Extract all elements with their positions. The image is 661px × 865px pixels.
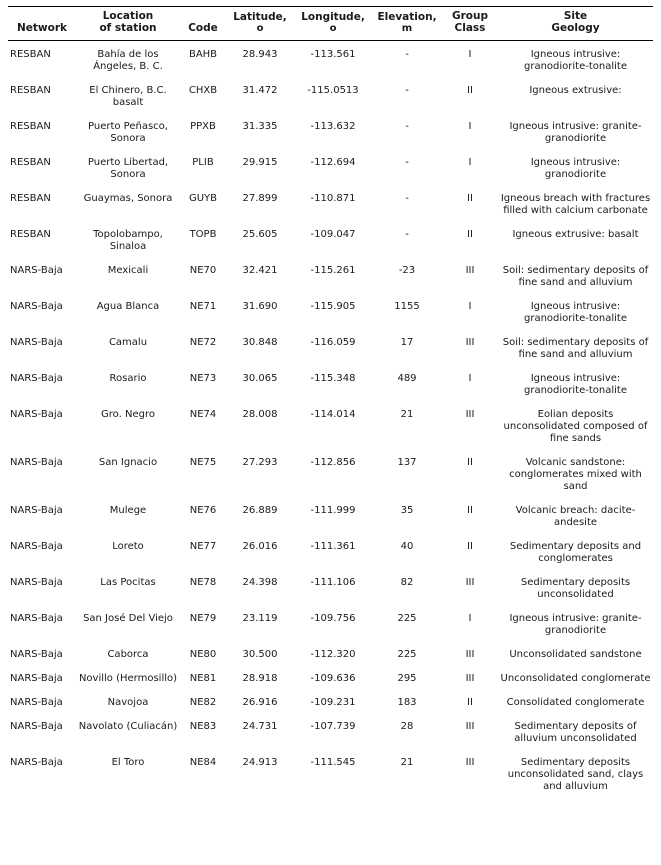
cell-longitude: -113.632 xyxy=(310,121,356,133)
cell-latitude: 25.605 xyxy=(242,229,278,241)
column-header-group xyxy=(442,7,498,41)
cell-latitude: 26.889 xyxy=(242,505,278,517)
cell-network: NARS-Baja xyxy=(10,373,63,385)
cell-geology: Volcanic breach: dacite-andesite xyxy=(515,505,636,529)
cell-network: NARS-Baja xyxy=(10,613,63,625)
cell-network: RESBAN xyxy=(10,85,51,97)
table-row xyxy=(8,187,653,223)
cell-latitude: 24.731 xyxy=(242,721,278,733)
table-header xyxy=(8,7,653,41)
cell-latitude: 30.848 xyxy=(242,337,278,349)
cell-longitude: -109.636 xyxy=(310,673,356,685)
cell-elevation: 21 xyxy=(400,409,414,421)
cell-elevation: 295 xyxy=(397,673,417,685)
cell-network: NARS-Baja xyxy=(10,721,63,733)
cell-geology: Igneous intrusive: granodiorite-tonalite xyxy=(524,49,627,73)
cell-longitude: -115.905 xyxy=(310,301,356,313)
cell-elevation: 35 xyxy=(400,505,414,517)
cell-elevation: 183 xyxy=(397,697,417,709)
table-row xyxy=(8,535,653,571)
table-row xyxy=(8,499,653,535)
cell-latitude: 32.421 xyxy=(242,265,278,277)
table-row xyxy=(8,79,653,115)
cell-location: Navolato (Culiacán) xyxy=(78,721,178,733)
column-header-elevation-line1: Elevation, xyxy=(377,11,437,24)
cell-code: NE77 xyxy=(189,541,217,553)
cell-code: NE82 xyxy=(189,697,217,709)
cell-latitude: 30.500 xyxy=(242,649,278,661)
column-header-location-line1: Location xyxy=(102,10,154,22)
cell-group: I xyxy=(468,49,472,61)
cell-elevation: - xyxy=(405,121,409,133)
cell-network: NARS-Baja xyxy=(10,337,63,349)
cell-code: NE75 xyxy=(189,457,217,469)
cell-location: Loreto xyxy=(112,541,144,553)
cell-latitude: 28.008 xyxy=(242,409,278,421)
cell-location: Mexicali xyxy=(107,265,149,277)
cell-geology: Igneous intrusive: granite-granodiorite xyxy=(509,121,642,145)
cell-latitude: 24.913 xyxy=(242,757,278,769)
cell-location: El Chinero, B.C. basalt xyxy=(89,85,167,109)
cell-code: NE71 xyxy=(189,301,217,313)
cell-network: NARS-Baja xyxy=(10,457,63,469)
cell-location: Agua Blanca xyxy=(96,301,160,313)
cell-group: III xyxy=(465,721,475,733)
cell-elevation: 489 xyxy=(397,373,417,385)
cell-code: TOPB xyxy=(189,229,217,241)
cell-longitude: -109.047 xyxy=(310,229,356,241)
cell-elevation: - xyxy=(405,193,409,205)
column-header-longitude-unit: o xyxy=(329,23,337,35)
cell-longitude: -111.999 xyxy=(310,505,356,517)
cell-elevation: 82 xyxy=(400,577,414,589)
cell-network: NARS-Baja xyxy=(10,757,63,769)
cell-latitude: 28.943 xyxy=(242,49,278,61)
cell-elevation: 225 xyxy=(397,649,417,661)
table-row xyxy=(8,151,653,187)
cell-geology: Igneous intrusive: granodiorite-tonalite xyxy=(524,301,627,325)
cell-elevation: 40 xyxy=(400,541,414,553)
cell-location: San Ignacio xyxy=(98,457,158,469)
cell-latitude: 31.472 xyxy=(242,85,278,97)
column-header-latitude-unit: o xyxy=(256,23,264,35)
cell-group: III xyxy=(465,337,475,349)
table-row xyxy=(8,259,653,295)
column-header-geology xyxy=(498,7,653,41)
cell-group: III xyxy=(465,673,475,685)
cell-code: NE74 xyxy=(189,409,217,421)
cell-longitude: -112.320 xyxy=(310,649,356,661)
cell-longitude: -112.856 xyxy=(310,457,356,469)
cell-latitude: 29.915 xyxy=(242,157,278,169)
cell-network: NARS-Baja xyxy=(10,409,63,421)
cell-group: II xyxy=(467,541,473,553)
cell-elevation: 17 xyxy=(400,337,414,349)
cell-longitude: -111.361 xyxy=(310,541,356,553)
cell-latitude: 31.690 xyxy=(242,301,278,313)
column-header-group-line2: Class xyxy=(454,22,486,35)
cell-elevation: 21 xyxy=(400,757,414,769)
cell-elevation: 28 xyxy=(400,721,414,733)
cell-code: NE73 xyxy=(189,373,217,385)
cell-geology: Soil: sedimentary deposits of fine sand and alluvium xyxy=(502,265,649,289)
cell-group: I xyxy=(468,157,472,169)
cell-latitude: 31.335 xyxy=(242,121,278,133)
column-header-group-line1: Group xyxy=(451,10,488,22)
cell-elevation: 1155 xyxy=(394,301,420,313)
cell-geology: Igneous extrusive: xyxy=(529,85,622,97)
cell-geology: Igneous breach with fractures filled with calcium carbonate xyxy=(500,193,651,217)
column-header-longitude-line1: Longitude, xyxy=(301,11,365,24)
cell-elevation: - xyxy=(405,229,409,241)
cell-network: NARS-Baja xyxy=(10,541,63,553)
cell-code: NE84 xyxy=(189,757,217,769)
table-row xyxy=(8,643,653,667)
header-row xyxy=(8,7,653,41)
cell-group: II xyxy=(467,457,473,469)
cell-group: II xyxy=(467,505,473,517)
cell-longitude: -110.871 xyxy=(310,193,356,205)
cell-code: NE76 xyxy=(189,505,217,517)
cell-network: NARS-Baja xyxy=(10,265,63,277)
table-row xyxy=(8,667,653,691)
column-header-network-line1: Network xyxy=(16,22,67,35)
cell-location: Rosario xyxy=(109,373,147,385)
table-row xyxy=(8,367,653,403)
cell-geology: Sedimentary deposits and conglomerates xyxy=(509,541,642,565)
cell-location: Gro. Negro xyxy=(101,409,155,421)
cell-geology: Eolian deposits unconsolidated composed of fine sands xyxy=(503,409,648,445)
cell-longitude: -113.561 xyxy=(310,49,356,61)
cell-location: El Toro xyxy=(111,757,145,769)
cell-group: II xyxy=(467,229,473,241)
cell-code: GUYB xyxy=(188,193,218,205)
cell-longitude: -111.106 xyxy=(310,577,356,589)
cell-longitude: -111.545 xyxy=(310,757,356,769)
table-body xyxy=(8,41,653,800)
cell-geology: Consolidated conglomerate xyxy=(506,697,645,709)
cell-network: NARS-Baja xyxy=(10,577,63,589)
cell-network: RESBAN xyxy=(10,193,51,205)
cell-group: I xyxy=(468,613,472,625)
cell-group: I xyxy=(468,301,472,313)
column-header-geology-line2: Geology xyxy=(551,22,600,35)
column-header-network xyxy=(8,7,76,41)
cell-location: Puerto Peñasco, Sonora xyxy=(88,121,168,145)
table-row xyxy=(8,331,653,367)
cell-elevation: 225 xyxy=(397,613,417,625)
cell-geology: Igneous intrusive: granodiorite-tonalite xyxy=(524,373,627,397)
table-row xyxy=(8,751,653,799)
cell-code: NE72 xyxy=(189,337,217,349)
cell-location: Navojoa xyxy=(107,697,149,709)
cell-code: NE78 xyxy=(189,577,217,589)
column-header-geology-line1: Site xyxy=(563,10,588,22)
stations-table xyxy=(8,6,653,799)
cell-longitude: -107.739 xyxy=(310,721,356,733)
cell-code: BAHB xyxy=(188,49,218,61)
column-header-code xyxy=(180,7,226,41)
column-header-location xyxy=(76,7,180,41)
cell-network: NARS-Baja xyxy=(10,505,63,517)
table-row xyxy=(8,41,653,80)
cell-code: CHXB xyxy=(188,85,218,97)
cell-location: Topolobampo, Sinaloa xyxy=(93,229,163,253)
cell-elevation: - xyxy=(405,157,409,169)
cell-group: II xyxy=(467,193,473,205)
cell-geology: Sedimentary deposits unconsolidated xyxy=(520,577,631,601)
table-row xyxy=(8,715,653,751)
cell-code: PPXB xyxy=(190,121,216,133)
table-row xyxy=(8,403,653,451)
cell-location: Guaymas, Sonora xyxy=(83,193,173,205)
cell-network: RESBAN xyxy=(10,157,51,169)
cell-latitude: 27.293 xyxy=(242,457,278,469)
cell-elevation: -23 xyxy=(398,265,416,277)
table-row xyxy=(8,571,653,607)
cell-geology: Unconsolidated sandstone xyxy=(509,649,642,661)
cell-code: NE83 xyxy=(189,721,217,733)
cell-group: III xyxy=(465,757,475,769)
cell-latitude: 28.918 xyxy=(242,673,278,685)
column-header-code-line1: Code xyxy=(188,22,218,35)
cell-geology: Soil: sedimentary deposits of fine sand and alluvium xyxy=(502,337,649,361)
table-row xyxy=(8,295,653,331)
cell-code: NE70 xyxy=(189,265,217,277)
cell-geology: Igneous intrusive: granite-granodiorite xyxy=(509,613,642,637)
cell-network: RESBAN xyxy=(10,121,51,133)
cell-network: NARS-Baja xyxy=(10,649,63,661)
cell-location: Novillo (Hermosillo) xyxy=(78,673,178,685)
cell-longitude: -115.261 xyxy=(310,265,356,277)
cell-location: Puerto Libertad, Sonora xyxy=(87,157,169,181)
cell-longitude: -112.694 xyxy=(310,157,356,169)
cell-latitude: 23.119 xyxy=(242,613,278,625)
cell-network: NARS-Baja xyxy=(10,673,63,685)
cell-network: RESBAN xyxy=(10,49,51,61)
table-row xyxy=(8,607,653,643)
cell-group: II xyxy=(467,85,473,97)
cell-elevation: - xyxy=(405,49,409,61)
cell-longitude: -109.231 xyxy=(310,697,356,709)
cell-code: PLIB xyxy=(192,157,214,169)
cell-geology: Sedimentary deposits of alluvium unconsolidated xyxy=(514,721,637,745)
cell-geology: Igneous intrusive: granodiorite xyxy=(530,157,621,181)
cell-location: Camalu xyxy=(108,337,148,349)
cell-group: I xyxy=(468,373,472,385)
table-row xyxy=(8,115,653,151)
cell-code: NE81 xyxy=(189,673,217,685)
cell-latitude: 26.016 xyxy=(242,541,278,553)
cell-network: NARS-Baja xyxy=(10,697,63,709)
column-header-location-line2: of station xyxy=(99,22,157,35)
cell-geology: Sedimentary deposits unconsolidated sand, clays and alluvium xyxy=(507,757,644,793)
cell-longitude: -114.014 xyxy=(310,409,356,421)
cell-longitude: -109.756 xyxy=(310,613,356,625)
column-header-elevation-unit: m xyxy=(401,23,413,35)
cell-elevation: - xyxy=(405,85,409,97)
cell-group: III xyxy=(465,577,475,589)
cell-latitude: 30.065 xyxy=(242,373,278,385)
column-header-longitude xyxy=(294,7,372,41)
column-header-latitude-line1: Latitude, xyxy=(233,11,287,24)
cell-location: Caborca xyxy=(107,649,149,661)
column-header-elevation xyxy=(372,7,442,41)
cell-network: NARS-Baja xyxy=(10,301,63,313)
cell-longitude: -116.059 xyxy=(310,337,356,349)
cell-group: III xyxy=(465,409,475,421)
cell-network: RESBAN xyxy=(10,229,51,241)
column-header-latitude xyxy=(226,7,294,41)
cell-code: NE79 xyxy=(189,613,217,625)
cell-location: Mulege xyxy=(109,505,147,517)
table-row xyxy=(8,451,653,499)
cell-geology: Volcanic sandstone: conglomerates mixed with sand xyxy=(509,457,642,493)
cell-group: II xyxy=(467,697,473,709)
cell-latitude: 26.916 xyxy=(242,697,278,709)
cell-group: III xyxy=(465,265,475,277)
table-row xyxy=(8,223,653,259)
table-row xyxy=(8,691,653,715)
cell-longitude: -115.348 xyxy=(310,373,356,385)
cell-longitude: -115.0513 xyxy=(307,85,359,97)
cell-group: III xyxy=(465,649,475,661)
cell-location: Las Pocitas xyxy=(100,577,156,589)
cell-geology: Unconsolidated conglomerate xyxy=(500,673,651,685)
cell-latitude: 24.398 xyxy=(242,577,278,589)
cell-latitude: 27.899 xyxy=(242,193,278,205)
cell-location: Bahía de los Ángeles, B. C. xyxy=(93,49,163,73)
cell-group: I xyxy=(468,121,472,133)
cell-location: San José Del Viejo xyxy=(83,613,173,625)
cell-geology: Igneous extrusive: basalt xyxy=(512,229,639,241)
cell-elevation: 137 xyxy=(397,457,417,469)
cell-code: NE80 xyxy=(189,649,217,661)
